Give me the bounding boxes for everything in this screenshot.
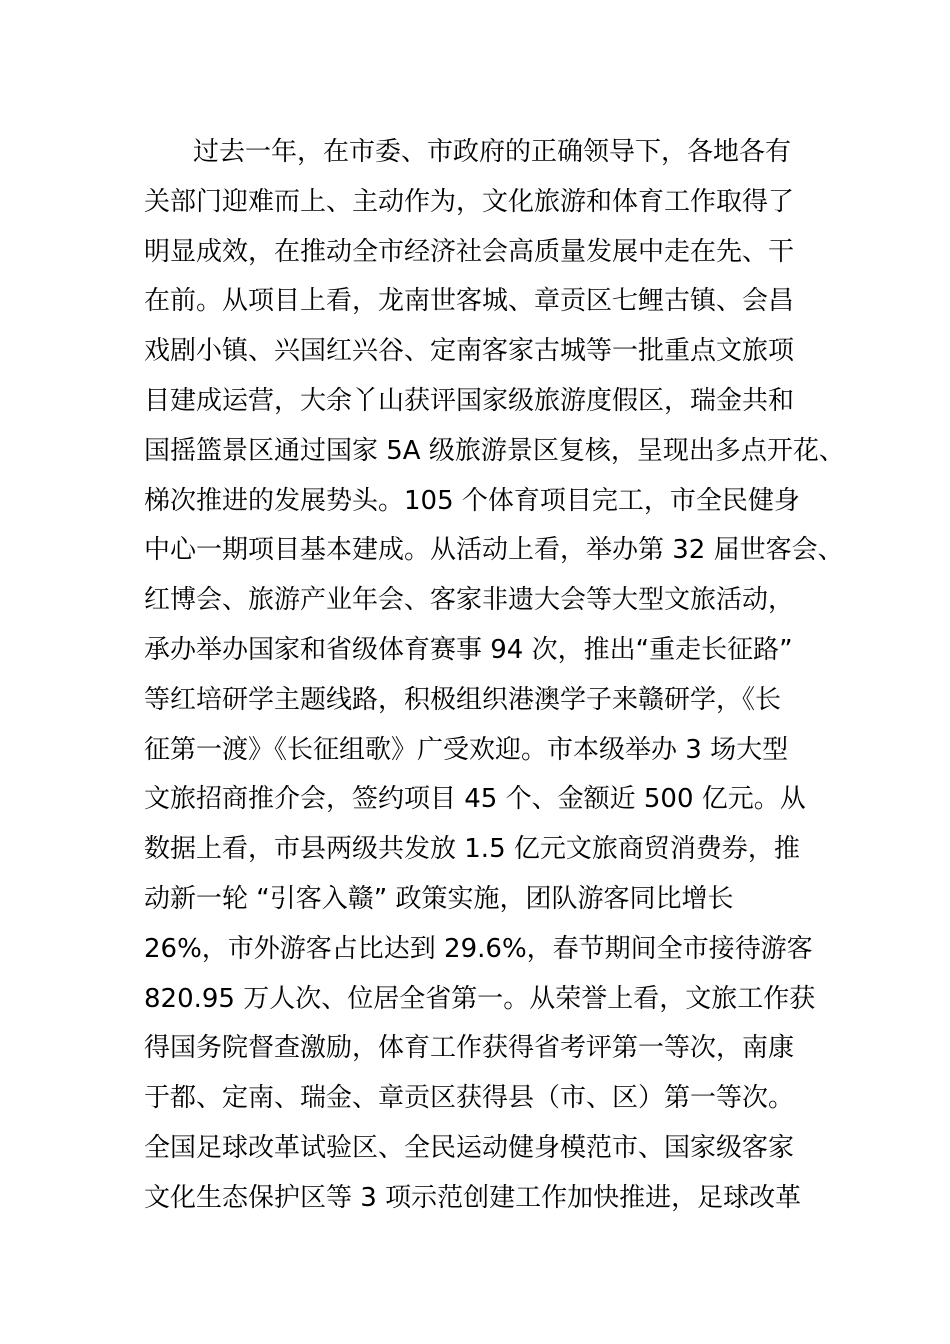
text-line: 承办举办国家和省级体育赛事 94 次，推出“重走长征路” (144, 634, 793, 665)
text-line: 于都、定南、瑞金、章贡区获得县（市、区）第一等次。 (144, 1083, 795, 1114)
text-line: 在前。从项目上看，龙南世客城、章贡区七鲤古镇、会昌 (144, 286, 795, 317)
text-line: 动新一轮 “引客入赣” 政策实施，团队游客同比增长 (144, 883, 734, 914)
text-line: 820.95 万人次、位居全省第一。从荣誉上看，文旅工作获 (144, 983, 816, 1014)
text-line: 过去一年，在市委、市政府的正确领导下，各地各有 (193, 137, 792, 167)
text-line: 梯次推进的发展势头。105 个体育项目完工，市全民健身 (144, 485, 800, 516)
text-line: 中心一期项目基本建成。从活动上看，举办第 32 届世客会、 (144, 535, 844, 566)
text-line: 征第一渡》《长征组歌》广受欢迎。市本级举办 3 场大型 (144, 734, 789, 765)
text-line: 文旅招商推介会，签约项目 45 个、金额近 500 亿元。从 (144, 784, 806, 815)
text-line: 红博会、旅游产业年会、客家非遗大会等大型文旅活动， (144, 585, 795, 616)
text-line: 关部门迎难而上、主动作为，文化旅游和体育工作取得了 (144, 186, 795, 217)
text-line: 戏剧小镇、兴国红兴谷、定南客家古城等一批重点文旅项 (144, 336, 795, 367)
text-line: 明显成效，在推动全市经济社会高质量发展中走在先、干 (144, 236, 795, 267)
text-line: 全国足球改革试验区、全民运动健身模范市、国家级客家 (144, 1132, 795, 1163)
body-paragraph (144, 128, 845, 1224)
text-line: 文化生态保护区等 3 项示范创建工作加快推进，足球改革 (144, 1182, 802, 1213)
text-line: 数据上看，市县两级共发放 1.5 亿元文旅商贸消费券，推 (144, 834, 800, 865)
text-line: 国摇篮景区通过国家 5A 级旅游景区复核，呈现出多点开花、 (144, 435, 845, 466)
text-line: 目建成运营，大余丫山获评国家级旅游度假区，瑞金共和 (144, 385, 795, 416)
text-line: 得国务院督查激励，体育工作获得省考评第一等次，南康 (144, 1033, 795, 1064)
text-line: 等红培研学主题线路，积极组织港澳学子来赣研学，《长 (144, 684, 782, 715)
text-line: 26%，市外游客占比达到 29.6%，春节期间全市接待游客 (144, 933, 813, 964)
